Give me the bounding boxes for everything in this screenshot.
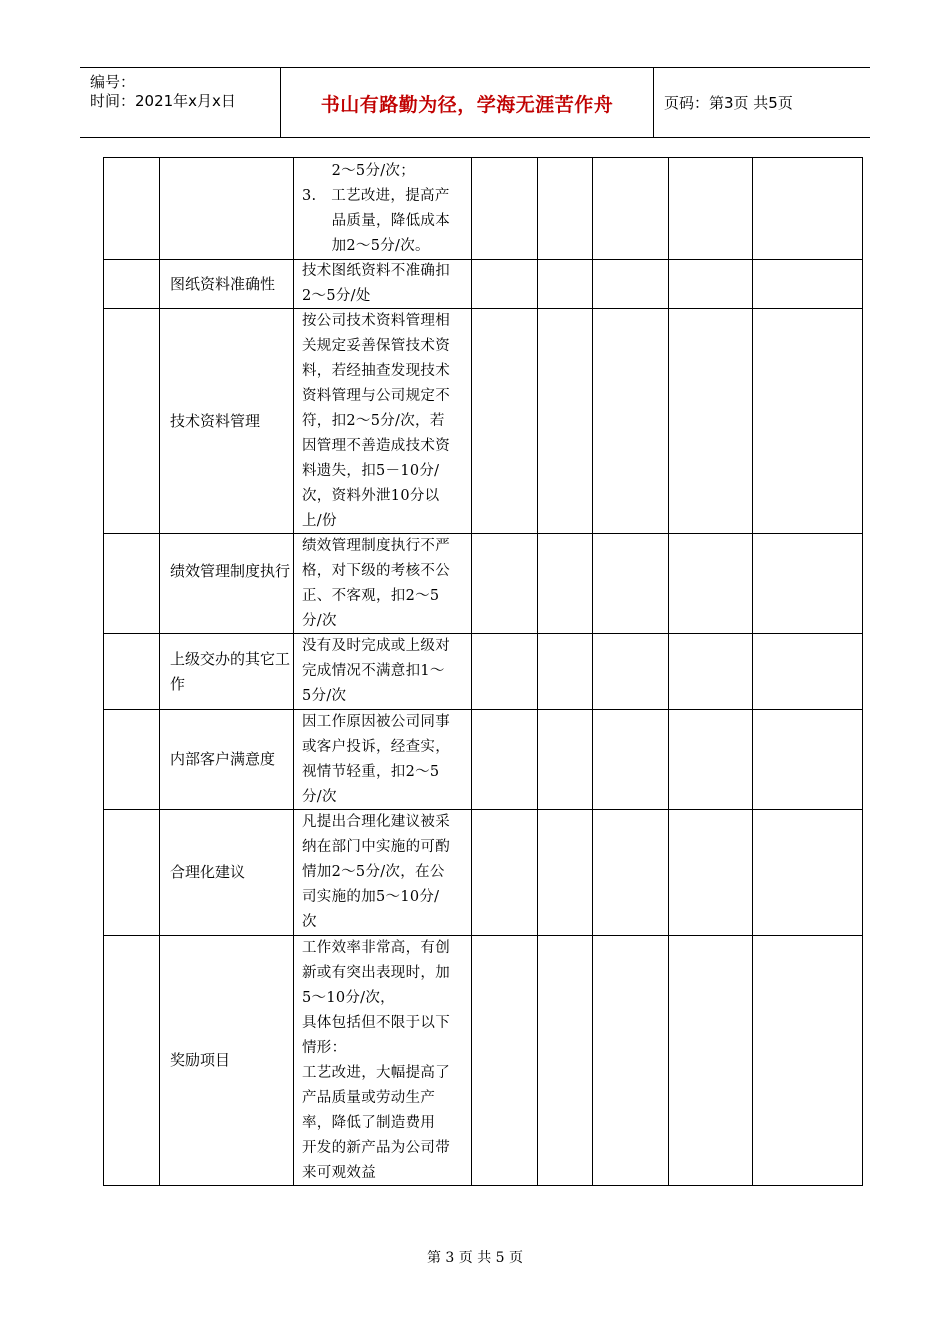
header-motto-cell bbox=[281, 68, 654, 137]
row-criteria: 按公司技术资料管理相 关规定妥善保管技术资 料，若经抽查发现技术 资料管理与公司规定不 符，扣2～5分/次，若 因管理不善造成技术资 料遗失，扣5－10分/ 次，资料外泄10分以 上/份 bbox=[302, 313, 450, 529]
row-item-name: 上级交办的其它工作 bbox=[170, 650, 291, 693]
row-item-name: 图纸资料准确性 bbox=[170, 275, 276, 293]
row-item-name: 合理化建议 bbox=[170, 863, 246, 881]
header-page-cell bbox=[654, 68, 870, 137]
document-date-label: 时间：2021年x月x日 bbox=[90, 92, 236, 110]
row-item-name: 奖励项目 bbox=[170, 1051, 231, 1069]
row-criteria: 因工作原因被公司同事 或客户投诉，经查实， 视情节轻重，扣2～5 分/次 bbox=[302, 714, 450, 805]
row-criteria: 凡提出合理化建议被采 纳在部门中实施的可酌 情加2～5分/次，在公 司实施的加5～10分/ 次 bbox=[302, 814, 450, 930]
page-header bbox=[80, 67, 870, 138]
header-info-cell bbox=[80, 68, 281, 137]
document-number-label: 编号： bbox=[90, 73, 136, 91]
motto-text: 书山有路勤为径，学海无涯苦作舟 bbox=[320, 94, 614, 116]
row-criteria: 技术图纸资料不准确扣 2～5分/处 bbox=[302, 263, 450, 304]
row-item-name: 内部客户满意度 bbox=[170, 750, 276, 768]
page-footer: 第 3 页 共 5 页 bbox=[426, 1250, 524, 1266]
row-item-name: 绩效管理制度执行 bbox=[170, 562, 291, 580]
row-criteria: 绩效管理制度执行不严 格，对下级的考核不公 正、不客观，扣2～5 分/次 bbox=[302, 538, 450, 629]
assessment-table bbox=[103, 157, 863, 1186]
row-criteria: 2～5分/次； 3. 工艺改进，提高产 品质量，降低成本 加2～5分/次。 bbox=[302, 163, 450, 254]
row-criteria: 没有及时完成或上级对 完成情况不满意扣1～ 5分/次 bbox=[302, 638, 450, 704]
row-criteria: 工作效率非常高，有创 新或有突出表现时，加 5～10分/次， 具体包括但不限于以下 情形： 工艺改进，大幅提高了 产品质量或劳动生产 率，降低了制造费用 开发的新产品为公司带 来可观效益 bbox=[302, 940, 450, 1181]
page-number-label: 页码：第3页 共5页 bbox=[664, 94, 793, 112]
row-item-name: 技术资料管理 bbox=[170, 412, 261, 430]
